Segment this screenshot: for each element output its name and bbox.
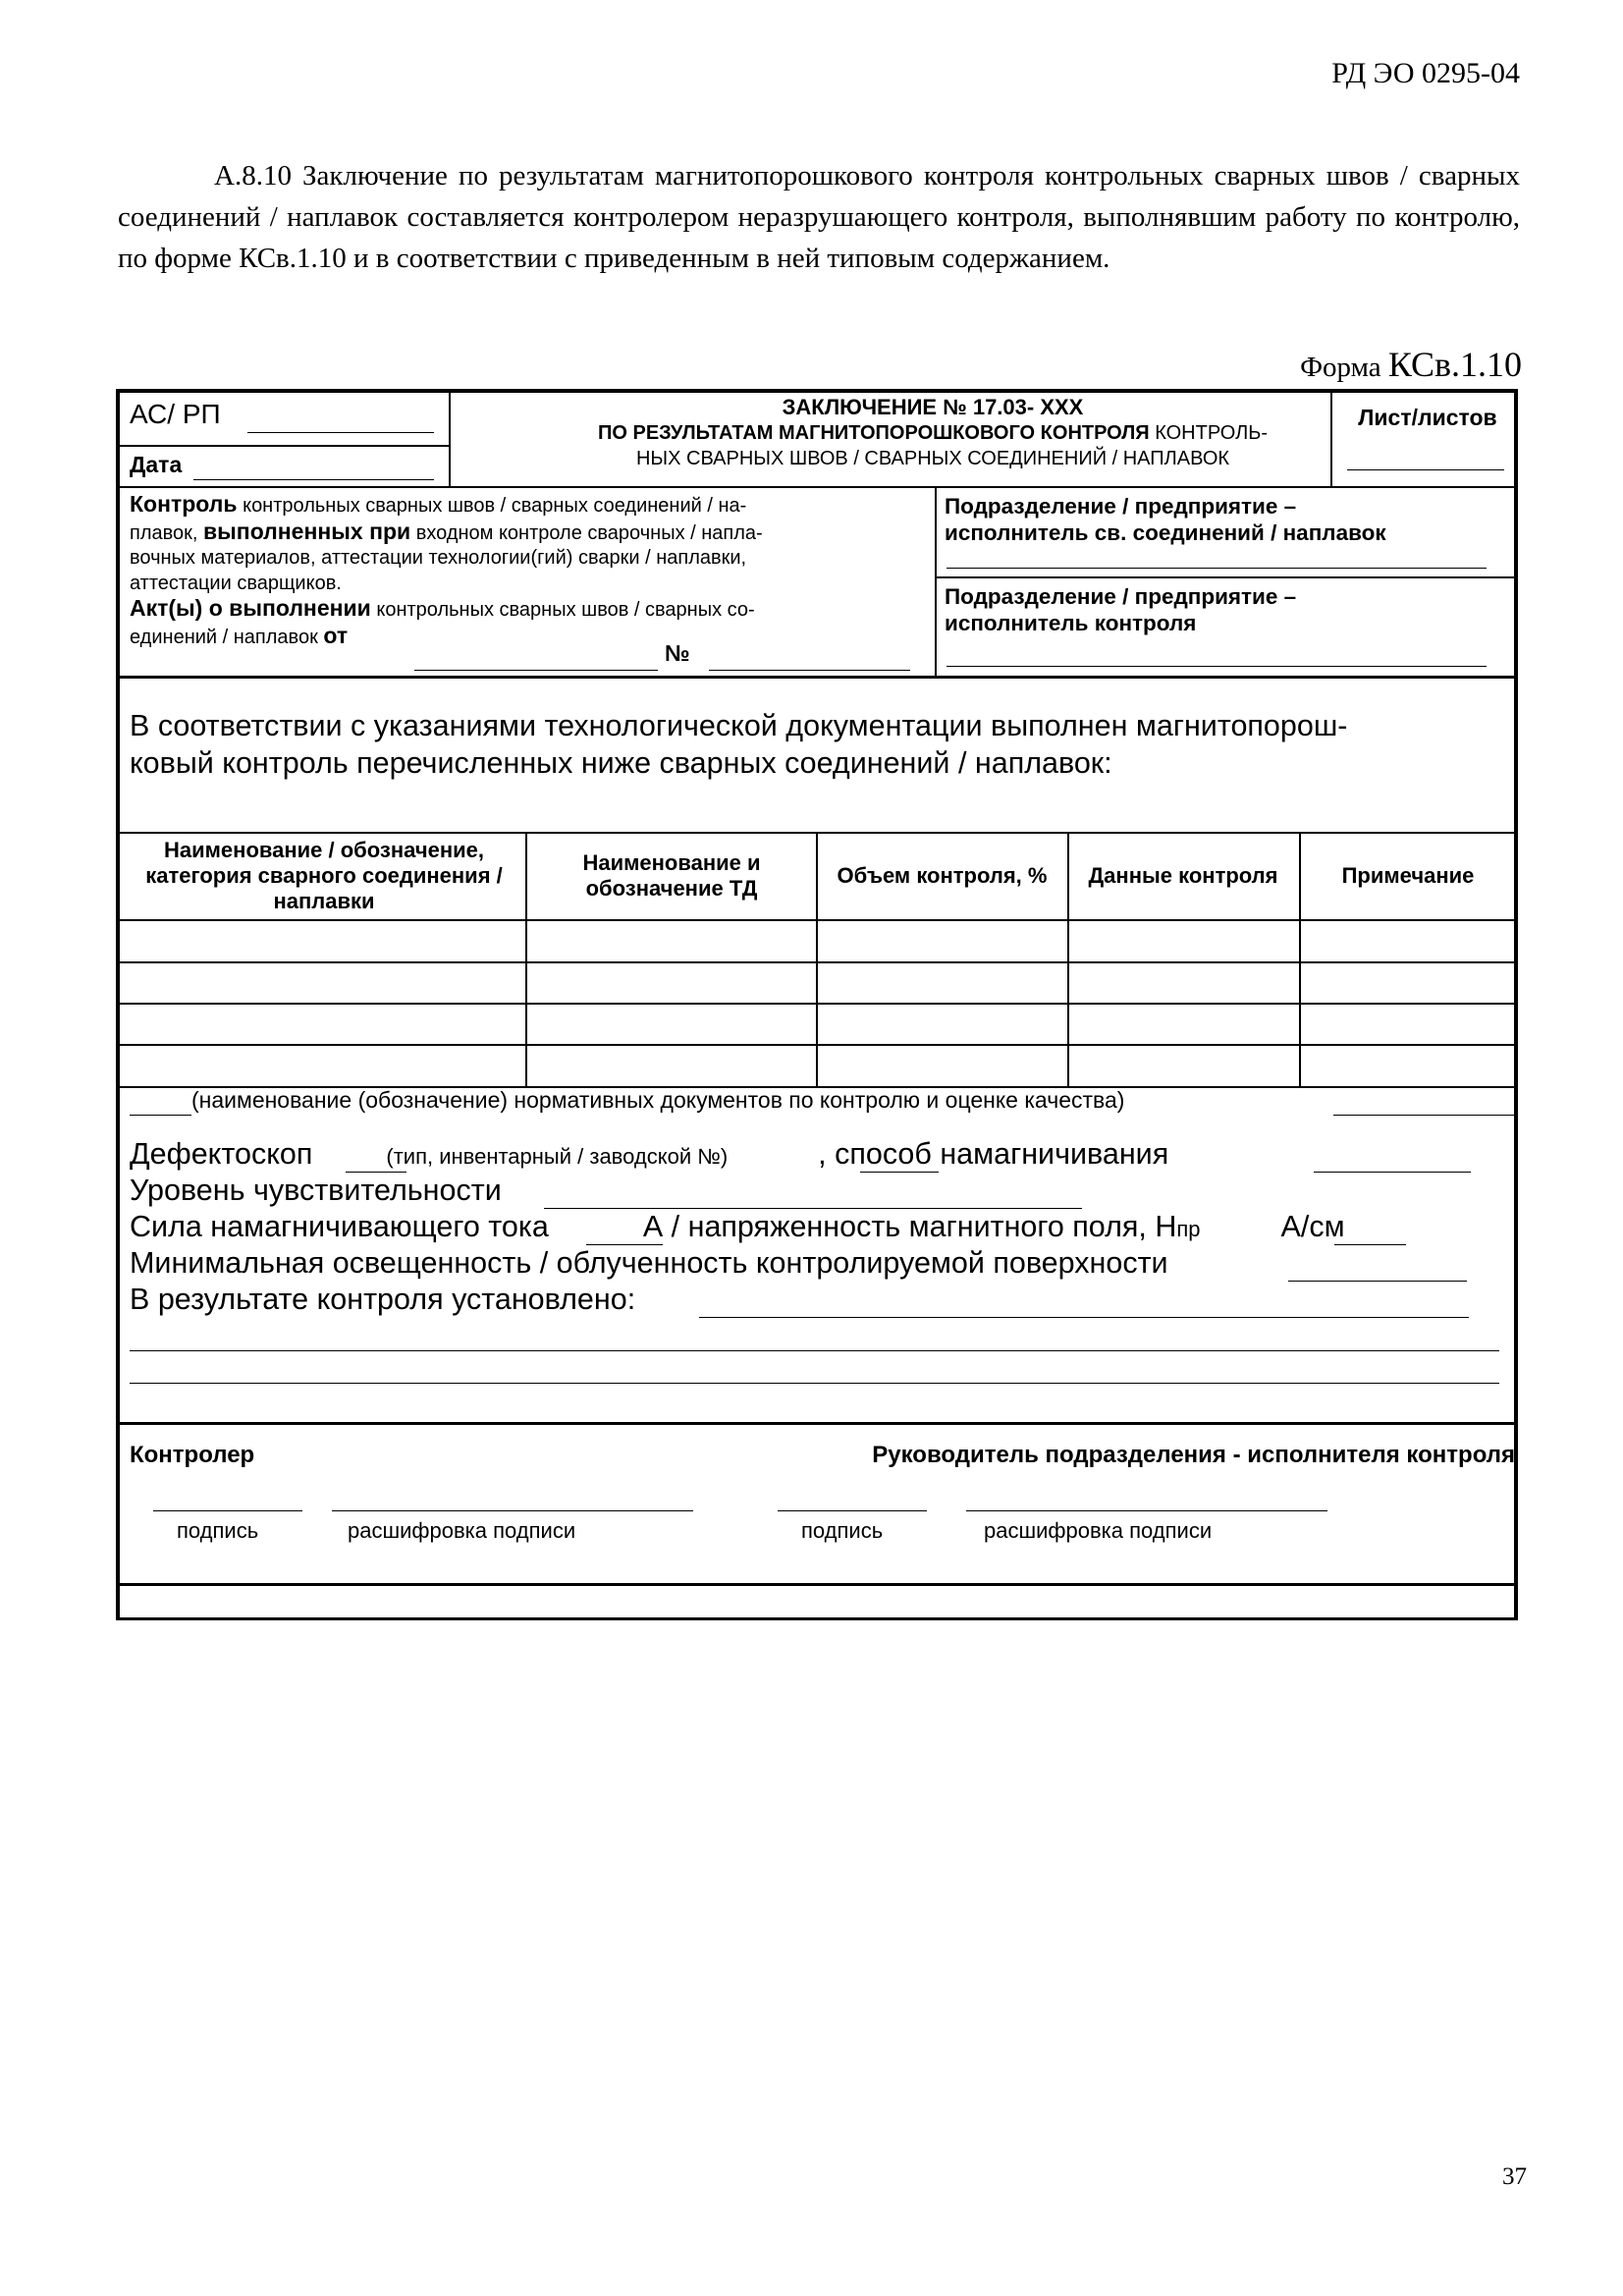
signature-decode-caption: расшифровка подписи <box>984 1518 1213 1543</box>
date-label: Дата <box>130 452 183 477</box>
flaw-detector-note: (тип, инвентарный / заводской №) <box>386 1144 729 1169</box>
conclusion-subtitle <box>459 420 1407 471</box>
sheet-label: Лист/листов <box>1358 405 1497 430</box>
field-strength-unit: А/см <box>1280 1210 1345 1243</box>
number-sign: № <box>665 640 690 666</box>
control-text-3: входном контроле сварочных / напла- <box>410 521 763 544</box>
control-description <box>130 492 945 650</box>
executor-title-2: исполнитель св. соединений / наплавок <box>945 520 1386 545</box>
conclusion-subtitle-bold: ПО РЕЗУЛЬТАТАМ МАГНИТОПОРОШКОВОГО КОНТРОЛЯ <box>598 422 1150 444</box>
act-number-field[interactable] <box>709 670 910 671</box>
divider <box>120 676 1514 679</box>
table-row[interactable] <box>120 920 1514 961</box>
form-kcv-1-10 <box>116 389 1518 1620</box>
acrp-field[interactable] <box>247 432 434 433</box>
norm-docs-field-end[interactable] <box>1333 1115 1516 1116</box>
norm-docs-line <box>130 1087 1514 1114</box>
head-name-field[interactable] <box>966 1510 1327 1511</box>
executor-title <box>945 493 1494 546</box>
act-date-field[interactable] <box>414 670 658 671</box>
field-strength-subscript: пр <box>1176 1217 1201 1241</box>
current-label: Сила намагничивающего тока <box>130 1210 549 1243</box>
form-label-code: КСв.1.10 <box>1387 345 1522 384</box>
signature-decode-caption: расшифровка подписи <box>348 1518 576 1543</box>
act-word: Акт(ы) о выполнении <box>130 595 371 621</box>
norm-docs-field[interactable] <box>130 1115 191 1116</box>
controller-signature-field[interactable] <box>153 1510 302 1511</box>
signature-caption: подпись <box>801 1518 884 1543</box>
signature-caption: подпись <box>177 1518 259 1543</box>
control-text-4: вочных материалов, аттестации технологии(гий) сварки / наплавки, <box>130 547 747 569</box>
illumination-line <box>130 1245 1514 1281</box>
divider <box>120 445 449 447</box>
result-field-line[interactable] <box>130 1350 1499 1351</box>
table-row[interactable] <box>120 962 1514 1003</box>
inspector-title <box>945 583 1494 636</box>
result-field[interactable] <box>699 1317 1469 1318</box>
sheet-field[interactable] <box>1347 469 1504 470</box>
result-field-line[interactable] <box>130 1383 1499 1384</box>
page-number: 37 <box>1502 2163 1527 2190</box>
norm-docs-caption: (наименование (обозначение) нормативных документов по контролю и оценке качества) <box>191 1087 1125 1113</box>
controller-label: Контролер <box>130 1442 255 1468</box>
executor-title-1: Подразделение / предприятие – <box>945 494 1297 519</box>
conclusion-title: ЗАКЛЮЧЕНИЕ № 17.03- XXX <box>782 395 1084 419</box>
conclusion-subtitle-part1: КОНТРОЛЬ- <box>1149 422 1268 444</box>
inspector-title-2: исполнитель контроля <box>945 611 1197 635</box>
form-label-prefix: Форма <box>1300 352 1388 383</box>
head-label: Руководитель подразделения - исполнителя контроля <box>872 1442 1515 1468</box>
control-word: Контроль <box>130 491 238 517</box>
result-line <box>130 1282 1514 1317</box>
conclusion-subtitle-part2: НЫХ СВАРНЫХ ШВОВ / СВАРНЫХ СОЕДИНЕНИЙ / НАПЛАВОК <box>635 448 1230 469</box>
flaw-detector-label: Дефектоскоп <box>130 1137 313 1171</box>
control-text-1: контрольных сварных швов / сварных соединений / на- <box>237 495 747 517</box>
executor-field[interactable] <box>947 568 1487 569</box>
intro-text: А.8.10 Заключение по результатам магнитопорошкового контроля контрольных сварных швов / сварных соединений / наплавок составляется контролером неразрушающего контроля, выполнявшим работу по контролю, по форме КСв.1.10 и в соответствии с приведенным в ней типовым содержанием. <box>118 160 1520 274</box>
acrp-label: АС/ РП <box>130 399 221 429</box>
table-row[interactable] <box>120 1045 1514 1086</box>
divider <box>120 1583 1514 1586</box>
controller-name-field[interactable] <box>332 1510 693 1511</box>
sensitivity-line <box>130 1173 1514 1208</box>
col-header-volume: Объем контроля, % <box>837 863 1048 888</box>
result-label: В результате контроля установлено: <box>130 1283 636 1316</box>
col-header-data: Данные контроля <box>1088 863 1278 888</box>
table-row[interactable] <box>120 1004 1514 1044</box>
from-word: от <box>323 622 349 648</box>
divider <box>935 576 1514 578</box>
divider <box>449 393 451 488</box>
field-strength-label: А / напряженность магнитного поля, Н <box>642 1210 1177 1243</box>
statement-line-2: ковый контроль перечисленных ниже сварных соединений / наплавок: <box>130 746 1112 780</box>
inspector-title-1: Подразделение / предприятие – <box>945 584 1297 609</box>
col-header-joint: Наименование / обозначение, категория сварного соединения / наплавки <box>145 838 503 913</box>
flaw-detector-line <box>130 1136 1514 1175</box>
divider <box>120 486 1514 488</box>
control-text-5: аттестации сварщиков. <box>130 572 342 594</box>
control-text-7: единений / наплавок <box>130 626 324 648</box>
current-line <box>130 1209 1514 1247</box>
illumination-label: Минимальная освещенность / облученность контролируемой поверхности <box>130 1246 1168 1280</box>
head-signature-field[interactable] <box>778 1510 927 1511</box>
col-header-note: Примечание <box>1341 863 1475 888</box>
control-text-2: плавок, <box>130 521 204 544</box>
divider <box>120 1422 1514 1425</box>
col-header-td: Наименование и обозначение ТД <box>582 850 761 901</box>
statement-text <box>130 707 1504 782</box>
form-label <box>1217 344 1522 385</box>
intro-paragraph <box>118 155 1520 279</box>
control-text-6: контрольных сварных швов / сварных со- <box>370 599 755 621</box>
sensitivity-label: Уровень чувствительности <box>130 1174 502 1207</box>
document-code: РД ЭО 0295-04 <box>1331 57 1520 89</box>
inspector-field[interactable] <box>947 666 1487 667</box>
date-field[interactable] <box>193 479 434 480</box>
performed-word: выполненных при <box>203 518 411 544</box>
magnetization-label: , способ намагничивания <box>818 1137 1169 1171</box>
statement-line-1: В соответствии с указаниями технологической документации выполнен магнитопорош- <box>130 709 1348 742</box>
